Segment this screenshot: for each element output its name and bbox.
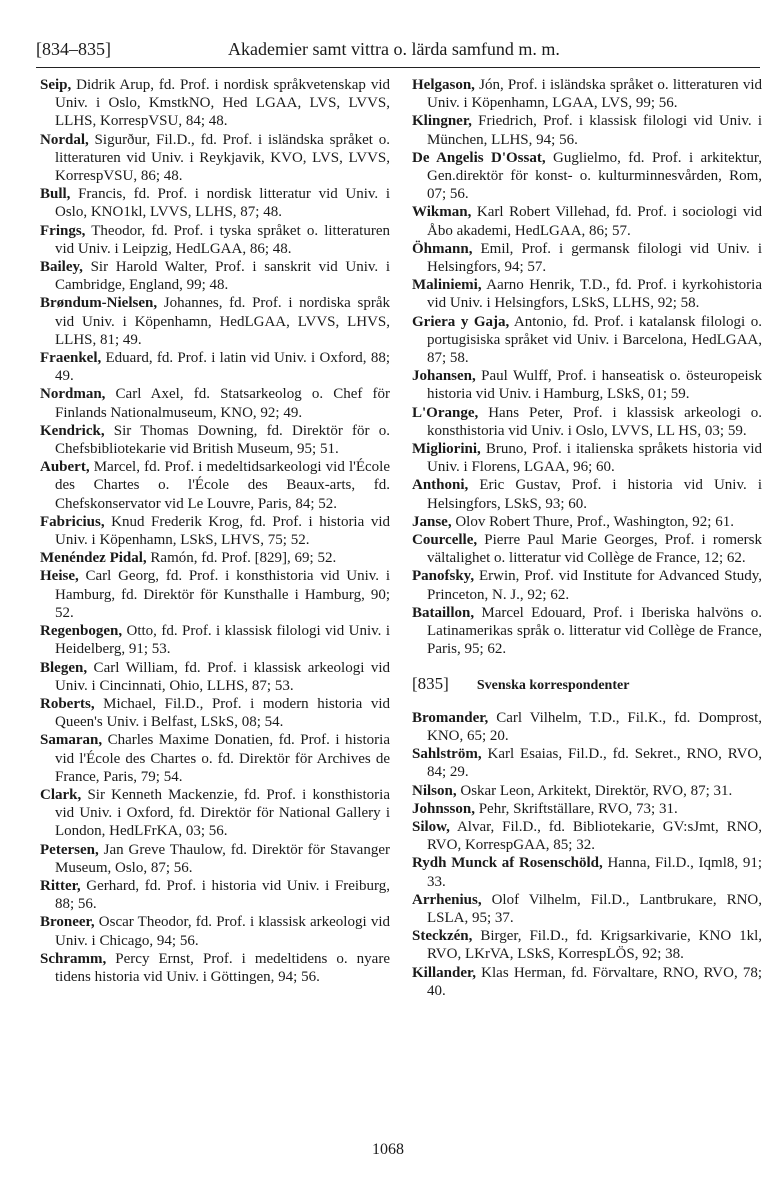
entry-name: Aubert, xyxy=(40,459,90,476)
entry-name: Anthoni, xyxy=(412,477,469,494)
entry-text: Oscar Theodor, fd. Prof. i klassisk arkeologi vid Univ. i Chicago, 94; 56. xyxy=(55,914,390,949)
entry-text: Paul Wulff, Prof. i hanseatisk o. östeuropeisk historia vid Univ. i Hamburg, LSkS, 01; 59. xyxy=(427,368,762,403)
entry-text: Guglielmo, fd. Prof. i arkitektur, Gen.direktör för konst- o. kulturminnesvården, Rom, 07; 56. xyxy=(427,149,762,203)
entry xyxy=(412,818,762,854)
entry-text: Alvar, Fil.D., fd. Bibliotekarie, GV:sJmt, RNO, RVO, KorrespGAA, 85; 32. xyxy=(427,818,762,854)
entry-name: Panofsky, xyxy=(412,568,475,585)
entry xyxy=(412,800,762,818)
entry-name: Brøndum-Nielsen, xyxy=(40,295,158,312)
entry xyxy=(412,149,762,204)
entry-name: Maliniemi, xyxy=(412,277,482,294)
entry xyxy=(412,604,762,659)
entry-text: Sir Thomas Downing, fd. Direktör för o. Chefsbibliotekarie vid British Museum, 95; 51. xyxy=(55,422,390,458)
entry-text: Gerhard, fd. Prof. i historia vid Univ. i Freiburg, 88; 56. xyxy=(55,877,390,913)
entry xyxy=(40,294,390,349)
entry-text: Eduard, fd. Prof. i latin vid Univ. i Oxford, 88; 49. xyxy=(55,350,390,385)
entry-name: Sahlström, xyxy=(412,746,482,763)
entry-text: Michael, Fil.D., Prof. i modern historia vid Queen's Univ. i Belfast, LSkS, 08; 54. xyxy=(55,695,390,731)
entry-text: Carl Vilhelm, T.D., Fil.K., fd. Domprost, KNO, 65; 20. xyxy=(427,709,762,744)
entry xyxy=(40,385,390,421)
entry xyxy=(412,782,762,800)
entry-name: Bailey, xyxy=(40,259,83,276)
entry xyxy=(40,567,390,622)
entry-text: Klas Herman, fd. Förvaltare, RNO, RVO, 78; 40. xyxy=(427,964,762,999)
entry-text: Pierre Paul Marie Georges, Prof. i romersk vältalighet o. litteratur vid Collège de France, 12; 62. xyxy=(427,532,762,567)
entry xyxy=(412,112,762,148)
entry-name: Johnsson, xyxy=(412,800,475,817)
entry-name: Rydh Munck af Rosenschöld, xyxy=(412,855,603,872)
entry-text: Marcel Edouard, Prof. i Iberiska halvöns o. Latinamerikas språk o. litteratur vid Collège de France, Paris, 95; 62. xyxy=(427,604,762,658)
entry-name: Menéndez Pidal, xyxy=(40,550,147,567)
entry xyxy=(40,950,390,986)
entry-name: Arrhenius, xyxy=(412,891,482,908)
left-column xyxy=(40,76,390,986)
entry-text: Karl Esaias, Fil.D., fd. Sekret., RNO, RVO, 84; 29. xyxy=(427,746,762,781)
entry xyxy=(40,786,390,841)
entry xyxy=(40,185,390,221)
entry-text: Olov Robert Thure, Prof., Washington, 92; 61. xyxy=(451,513,734,530)
entry-text: Aarno Henrik, T.D., fd. Prof. i kyrkohistoria vid Univ. i Helsingfors, LSkS, LLHS, 92; 58. xyxy=(427,277,762,312)
entry-name: Schramm, xyxy=(40,950,107,967)
entry-name: Klingner, xyxy=(412,113,472,130)
entry-name: Janse, xyxy=(412,513,452,530)
entry-text: Otto, fd. Prof. i klassisk filologi vid Univ. i Heidelberg, 91; 53. xyxy=(55,623,390,658)
entry-text: Marcel, fd. Prof. i medeltidsarkeologi vid l'École des Chartes o. l'École des Beaux-arts, fd. Chefskonservator vid Le Louvre, Paris, 84; 52. xyxy=(55,459,390,512)
section-heading xyxy=(412,675,762,695)
entry-text: Friedrich, Prof. i klassisk filologi vid Univ. i München, LLHS, 94; 56. xyxy=(427,113,762,148)
entry-name: Fraenkel, xyxy=(40,350,102,367)
entry-text: Johannes, fd. Prof. i nordiska språk vid Univ. i Köpenhamn, HedLGAA, LVVS, LHVS, LLHS, 81; 49. xyxy=(55,295,390,348)
entry xyxy=(412,476,762,512)
entry xyxy=(40,76,390,131)
section-number: [835] xyxy=(412,673,449,693)
entry xyxy=(412,891,762,927)
entry xyxy=(412,964,762,1000)
entry-text: Sir Harold Walter, Prof. i sanskrit vid Univ. i Cambridge, England, 99; 48. xyxy=(55,259,390,294)
page-number: 1068 xyxy=(372,1141,404,1158)
entry-name: Johansen, xyxy=(412,368,476,385)
entry-text: Bruno, Prof. i italienska språkets historia vid Univ. i Florens, LGAA, 96; 60. xyxy=(427,441,762,476)
entry xyxy=(40,841,390,877)
entry xyxy=(40,349,390,385)
entry-name: Heise, xyxy=(40,568,79,585)
entry xyxy=(412,513,762,531)
entry-name: Migliorini, xyxy=(412,441,481,458)
entry xyxy=(412,203,762,239)
entry xyxy=(412,927,762,963)
entry-name: Nordman, xyxy=(40,386,106,403)
page-title: Akademier samt vittra o. lärda samfund m. m. xyxy=(228,39,560,59)
entry-name: Bull, xyxy=(40,186,71,203)
entry-text: Erwin, Prof. vid Institute for Advanced Study, Princeton, N. J., 92; 62. xyxy=(427,568,762,603)
entry-name: Silow, xyxy=(412,818,450,835)
entry-name: Helgason, xyxy=(412,77,475,93)
entry-name: Öhmann, xyxy=(412,240,473,257)
entry-text: Carl Georg, fd. Prof. i konsthistoria vid Univ. i Hamburg, fd. Direktör för Kunsthalle i Hamburg, 90; 52. xyxy=(55,568,390,621)
entry-text: Carl Axel, fd. Statsarkeolog o. Chef för Finlands Nationalmuseum, KNO, 92; 49. xyxy=(55,386,390,421)
entry-name: Fabricius, xyxy=(40,513,105,530)
entry xyxy=(412,76,762,112)
entry xyxy=(40,877,390,913)
entry-name: Clark, xyxy=(40,786,82,803)
entry xyxy=(40,458,390,513)
section-entries xyxy=(412,709,762,1000)
entry-text: Hanna, Fil.D., Iqml8, 91; 33. xyxy=(427,855,762,890)
entry xyxy=(412,854,762,890)
entry xyxy=(412,240,762,276)
entry xyxy=(40,422,390,458)
entry-name: Steckzén, xyxy=(412,928,473,945)
entry xyxy=(40,513,390,549)
page-range: [834–835] xyxy=(36,39,111,59)
entry-name: De Angelis D'Ossat, xyxy=(412,149,546,166)
entry-name: Kendrick, xyxy=(40,422,105,439)
entry xyxy=(412,567,762,603)
entry xyxy=(412,745,762,781)
entry-name: Griera y Gaja, xyxy=(412,313,510,330)
entry-name: Nordal, xyxy=(40,131,89,148)
entry-text: Oskar Leon, Arkitekt, Direktör, RVO, 87; 31. xyxy=(456,782,733,799)
entry xyxy=(412,709,762,745)
entry-text: Francis, fd. Prof. i nordisk litteratur vid Univ. i Oslo, KNO1kl, LVVS, LLHS, 87; 48. xyxy=(55,186,390,221)
entry-name: Ritter, xyxy=(40,877,81,894)
entry-text: Eric Gustav, Prof. i historia vid Univ. i Helsingfors, LSkS, 93; 60. xyxy=(427,477,762,512)
entry-name: Samaran, xyxy=(40,732,103,749)
entry-name: Wikman, xyxy=(412,204,472,221)
entry-text: Jón, Prof. i isländska språket o. litteraturen vid Univ. i Köpenhamn, LGAA, LVS, 99; 56. xyxy=(427,77,762,112)
entry-text: Karl Robert Villehad, fd. Prof. i sociologi vid Åbo akademi, HedLGAA, 86; 57. xyxy=(427,204,762,239)
header-rule xyxy=(36,67,760,68)
entry-name: Blegen, xyxy=(40,659,88,676)
entry xyxy=(40,659,390,695)
entry-text: Birger, Fil.D., fd. Krigsarkivarie, KNO 1kl, RVO, LKrVA, LSkS, KorrespLÖS, 92; 38. xyxy=(427,928,762,963)
entry-name: Courcelle, xyxy=(412,532,478,549)
entry xyxy=(412,313,762,368)
entry-text: Antonio, fd. Prof. i katalansk filologi o. portugisiska språket vid Univ. i Barcelona, HedLGAA, 87; 58. xyxy=(427,313,762,367)
entry-name: Roberts, xyxy=(40,695,95,712)
right-entries xyxy=(412,76,762,659)
entry xyxy=(40,258,390,294)
entry-text: Pehr, Skriftställare, RVO, 73; 31. xyxy=(474,800,678,817)
entry-text: Emil, Prof. i germansk filologi vid Univ. i Helsingfors, 94; 57. xyxy=(427,240,762,276)
entry-name: Regenbogen, xyxy=(40,623,123,640)
entry-text: Theodor, fd. Prof. i tyska språket o. litteraturen vid Univ. i Leipzig, HedLGAA, 86; 48. xyxy=(55,222,390,257)
entry-text: Sigurður, Fil.D., fd. Prof. i isländska språket o. litteraturen vid Univ. i Reykjavik, KVO, LVS, LVVS, KorrespVSU, 86; 48. xyxy=(55,131,390,185)
entry-text: Sir Kenneth Mackenzie, fd. Prof. i konsthistoria vid Univ. i Oxford, fd. Direktör för National Gallery i London, HedLFrKA, 03; 56. xyxy=(55,786,390,840)
entry xyxy=(40,622,390,658)
entry xyxy=(412,367,762,403)
entry-name: L'Orange, xyxy=(412,404,479,421)
entry-name: Frings, xyxy=(40,222,86,239)
entry-name: Seip, xyxy=(40,77,72,93)
entry xyxy=(412,276,762,312)
section-title: Svenska korrespondenter xyxy=(476,677,630,693)
entry xyxy=(412,440,762,476)
entry xyxy=(40,913,390,949)
entry xyxy=(412,531,762,567)
entry-text: Knud Frederik Krog, fd. Prof. i historia vid Univ. i Köpenhamn, LSkS, LHVS, 75; 52. xyxy=(55,513,390,549)
entry xyxy=(40,549,390,567)
entry-text: Percy Ernst, Prof. i medeltidens o. nyare tidens historia vid Univ. i Göttingen, 94; 56. xyxy=(55,950,390,985)
right-column xyxy=(412,76,762,1000)
entry-text: Olof Vilhelm, Fil.D., Lantbrukare, RNO, LSLA, 95; 37. xyxy=(427,891,762,926)
entry-name: Nilson, xyxy=(412,782,457,799)
entry xyxy=(40,222,390,258)
entry-text: Carl William, fd. Prof. i klassisk arkeologi vid Univ. i Cincinnati, Ohio, LLHS, 87; 53. xyxy=(55,659,390,694)
entry-name: Killander, xyxy=(412,964,477,981)
entry xyxy=(40,731,390,786)
entry-name: Petersen, xyxy=(40,841,99,858)
entry-text: Charles Maxime Donatien, fd. Prof. i historia vid l'École des Chartes o. fd. Direktör för Archives de France, Paris, 79; 54. xyxy=(55,732,390,785)
entry-text: Jan Greve Thaulow, fd. Direktör för Stavanger Museum, Oslo, 87; 56. xyxy=(55,841,390,876)
entry-name: Bromander, xyxy=(412,709,489,726)
entry xyxy=(40,131,390,186)
entry-text: Hans Peter, Prof. i klassisk arkeologi o. konsthistoria vid Univ. i Oslo, LVVS, LL HS, 03; 59. xyxy=(427,404,762,439)
entry xyxy=(412,404,762,440)
entry-name: Broneer, xyxy=(40,914,95,931)
entry-name: Bataillon, xyxy=(412,604,475,621)
entry-text: Didrik Arup, fd. Prof. i nordisk språkvetenskap vid Univ. i Oslo, KmstkNO, Hed LGAA, LVS, LVVS, LLHS, KorrespVSU, 84; 48. xyxy=(55,77,390,130)
entry-text: Ramón, fd. Prof. [829], 69; 52. xyxy=(146,550,337,567)
entry xyxy=(40,695,390,731)
